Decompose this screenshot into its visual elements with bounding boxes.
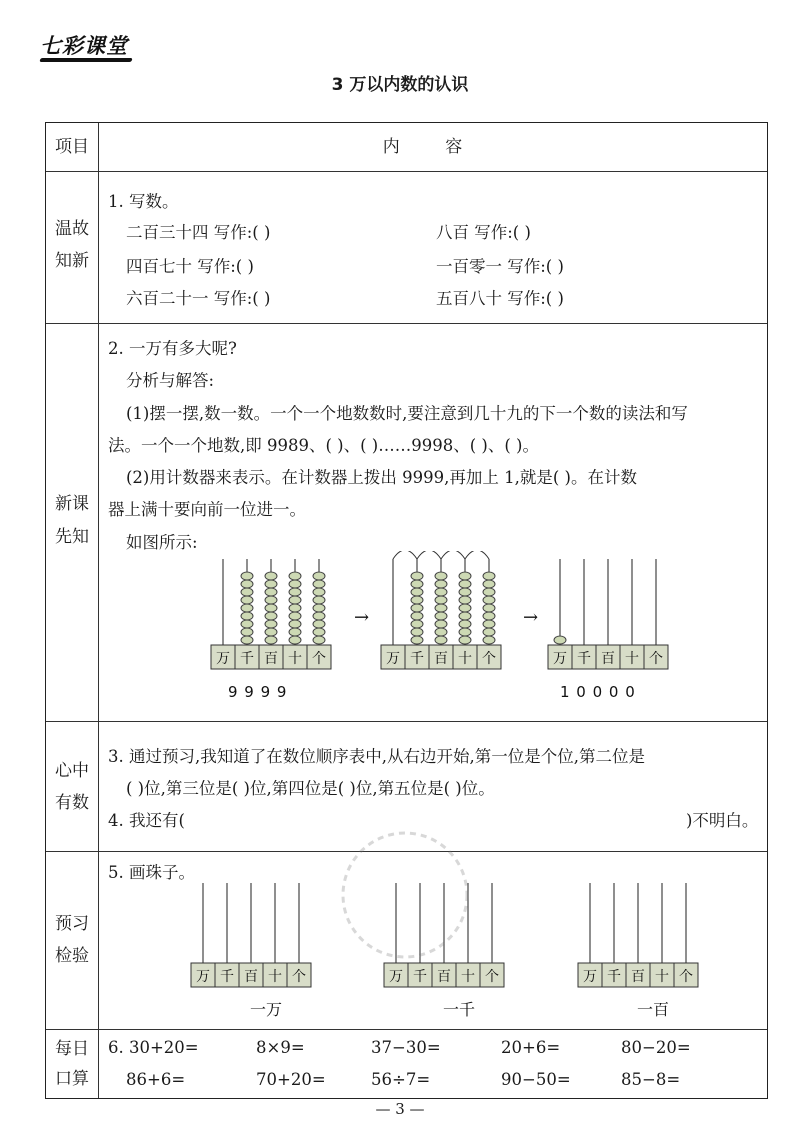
place-value-label: 百 bbox=[244, 969, 258, 985]
abacus-bead bbox=[289, 612, 301, 620]
abacus-bead bbox=[411, 612, 423, 620]
brand-logo: 七彩课堂 bbox=[40, 34, 128, 58]
abacus-bead bbox=[411, 572, 423, 580]
abacus-bead bbox=[241, 636, 253, 644]
blank-abacus-1 bbox=[191, 883, 311, 987]
question-4-end: )不明白。 bbox=[686, 811, 759, 830]
abacus-bead bbox=[265, 596, 277, 604]
place-value-label: 个 bbox=[292, 969, 306, 985]
place-value-label: 千 bbox=[240, 651, 254, 667]
abacus-bead bbox=[241, 604, 253, 612]
row-label: 温故 bbox=[55, 219, 89, 239]
place-value-label: 千 bbox=[577, 651, 591, 667]
abacus-bead bbox=[313, 612, 325, 620]
abacus-bead bbox=[289, 572, 301, 580]
mental-math-item: 90−50= bbox=[501, 1070, 571, 1089]
place-value-label: 千 bbox=[607, 969, 621, 985]
mental-math-item: 86+6= bbox=[126, 1070, 186, 1089]
place-value-label: 十 bbox=[625, 651, 639, 667]
place-value-label: 个 bbox=[649, 651, 663, 667]
place-value-label: 千 bbox=[410, 651, 424, 667]
abacus-bead bbox=[483, 596, 495, 604]
abacus-bead bbox=[435, 588, 447, 596]
place-value-label: 万 bbox=[196, 969, 210, 985]
row-label: 预习 bbox=[55, 914, 89, 934]
abacus-bead bbox=[289, 620, 301, 628]
carry-arc bbox=[441, 551, 465, 559]
abacus-bead bbox=[289, 604, 301, 612]
column-divider bbox=[98, 123, 99, 1098]
mental-math-item: 6. 30+20= bbox=[108, 1038, 199, 1057]
place-value-label: 十 bbox=[458, 651, 472, 667]
abacus-bead bbox=[459, 620, 471, 628]
place-value-label: 百 bbox=[631, 969, 645, 985]
abacus-bead bbox=[554, 636, 566, 644]
figure-caption: 如图所示: bbox=[126, 533, 198, 552]
abacus-bead bbox=[313, 628, 325, 636]
row-divider bbox=[46, 171, 767, 172]
arrow-icon: → bbox=[354, 607, 370, 628]
place-value-label: 个 bbox=[482, 651, 496, 667]
mental-math-item: 70+20= bbox=[256, 1070, 326, 1089]
mental-math-item: 80−20= bbox=[621, 1038, 691, 1057]
abacus-bead bbox=[313, 636, 325, 644]
abacus-bead bbox=[289, 596, 301, 604]
abacus-bead bbox=[289, 628, 301, 636]
abacus-bead bbox=[289, 636, 301, 644]
write-item: 二百三十四 写作:( ) bbox=[126, 223, 271, 242]
place-value-label: 十 bbox=[268, 969, 282, 985]
abacus-bead bbox=[435, 604, 447, 612]
abacus-bead bbox=[411, 628, 423, 636]
carry-arc bbox=[465, 551, 489, 559]
header-item: 项目 bbox=[55, 137, 89, 157]
abacus-bead bbox=[265, 612, 277, 620]
place-value-label: 百 bbox=[434, 651, 448, 667]
watermark-stamp bbox=[330, 820, 480, 970]
abacus-caption: 一千 bbox=[442, 1000, 476, 1019]
abacus-carry bbox=[381, 551, 501, 669]
place-value-label: 个 bbox=[679, 969, 693, 985]
row-divider bbox=[46, 721, 767, 722]
place-value-label: 万 bbox=[216, 651, 230, 667]
abacus-9999 bbox=[211, 559, 331, 669]
mental-math-item: 85−8= bbox=[621, 1070, 681, 1089]
place-value-label: 千 bbox=[413, 969, 427, 985]
write-item: 四百七十 写作:( ) bbox=[126, 257, 254, 276]
abacus-bead bbox=[313, 580, 325, 588]
paragraph-text: (1)摆一摆,数一数。一个一个地数数时,要注意到几十九的下一个数的读法和写 bbox=[126, 404, 688, 423]
question-3-text: 3. 通过预习,我知道了在数位顺序表中,从右边开始,第一位是个位,第二位是 bbox=[108, 747, 645, 766]
row-label: 心中 bbox=[55, 761, 89, 781]
abacus-bead bbox=[459, 636, 471, 644]
abacus-bead bbox=[435, 612, 447, 620]
abacus-bead bbox=[241, 612, 253, 620]
place-value-label: 十 bbox=[461, 969, 475, 985]
abacus-caption: 一百 bbox=[636, 1000, 670, 1019]
abacus-bead bbox=[289, 588, 301, 596]
place-value-label: 百 bbox=[601, 651, 615, 667]
abacus-bead bbox=[483, 572, 495, 580]
abacus-bead bbox=[265, 580, 277, 588]
abacus-bead bbox=[241, 596, 253, 604]
place-value-label: 千 bbox=[220, 969, 234, 985]
abacus-bead bbox=[483, 588, 495, 596]
abacus-bead bbox=[241, 628, 253, 636]
place-value-label: 个 bbox=[312, 651, 326, 667]
abacus-bead bbox=[265, 572, 277, 580]
row-label: 先知 bbox=[55, 527, 89, 547]
place-value-label: 个 bbox=[485, 969, 499, 985]
place-value-label: 万 bbox=[386, 651, 400, 667]
abacus-bead bbox=[435, 572, 447, 580]
abacus-bead bbox=[313, 604, 325, 612]
row-divider bbox=[46, 1029, 767, 1030]
mental-math-item: 56÷7= bbox=[371, 1070, 431, 1089]
page-number: — 3 — bbox=[375, 1100, 425, 1118]
carry-arc bbox=[393, 551, 417, 559]
row-divider bbox=[46, 323, 767, 324]
abacus-bead bbox=[459, 604, 471, 612]
abacus-bead bbox=[435, 636, 447, 644]
abacus-bead bbox=[483, 612, 495, 620]
mental-math-item: 8×9= bbox=[256, 1038, 305, 1057]
abacus-bead bbox=[411, 580, 423, 588]
write-item: 八百 写作:( ) bbox=[436, 223, 531, 242]
question-3-text: ( )位,第三位是( )位,第四位是( )位,第五位是( )位。 bbox=[126, 779, 495, 798]
place-value-label: 百 bbox=[437, 969, 451, 985]
abacus-bead bbox=[459, 612, 471, 620]
place-value-label: 万 bbox=[553, 651, 567, 667]
row-label: 口算 bbox=[55, 1069, 89, 1089]
question-1-title: 1. 写数。 bbox=[108, 192, 179, 211]
abacus-bead bbox=[411, 596, 423, 604]
abacus-bead bbox=[483, 636, 495, 644]
question-5-title: 5. 画珠子。 bbox=[108, 863, 195, 882]
question-2-title: 2. 一万有多大呢? bbox=[108, 339, 237, 358]
place-value-label: 万 bbox=[583, 969, 597, 985]
paragraph-text: 器上满十要向前一位进一。 bbox=[108, 500, 306, 519]
row-label: 有数 bbox=[55, 793, 89, 813]
mental-math-item: 20+6= bbox=[501, 1038, 561, 1057]
page-title: 3 万以内数的认识 bbox=[331, 75, 469, 95]
place-value-label: 百 bbox=[264, 651, 278, 667]
number-label: 1 0 0 0 0 bbox=[560, 683, 636, 701]
place-value-label: 十 bbox=[288, 651, 302, 667]
abacus-bead bbox=[265, 604, 277, 612]
row-label: 知新 bbox=[55, 251, 89, 271]
place-value-label: 十 bbox=[655, 969, 669, 985]
blank-abacus-3 bbox=[578, 883, 698, 987]
abacus-bead bbox=[241, 620, 253, 628]
mental-math-item: 37−30= bbox=[371, 1038, 441, 1057]
abacus-bead bbox=[313, 620, 325, 628]
write-item: 五百八十 写作:( ) bbox=[436, 289, 564, 308]
row-label: 检验 bbox=[55, 946, 89, 966]
abacus-bead bbox=[265, 588, 277, 596]
arrow-icon: → bbox=[523, 607, 539, 628]
abacus-bead bbox=[435, 628, 447, 636]
abacus-bead bbox=[435, 596, 447, 604]
abacus-bead bbox=[411, 620, 423, 628]
paragraph-text: 法。一个一个地数,即 9989、( )、( )……9998、( )、( )。 bbox=[108, 436, 539, 455]
abacus-bead bbox=[265, 628, 277, 636]
abacus-bead bbox=[411, 604, 423, 612]
carry-arc bbox=[417, 551, 441, 559]
abacus-bead bbox=[435, 580, 447, 588]
write-item: 六百二十一 写作:( ) bbox=[126, 289, 271, 308]
abacus-bead bbox=[265, 636, 277, 644]
abacus-bead bbox=[483, 580, 495, 588]
abacus-bead bbox=[241, 572, 253, 580]
abacus-bead bbox=[483, 604, 495, 612]
place-value-label: 万 bbox=[389, 969, 403, 985]
abacus-bead bbox=[435, 620, 447, 628]
question-4-start: 4. 我还有( bbox=[108, 811, 185, 830]
abacus-bead bbox=[241, 580, 253, 588]
abacus-bead bbox=[411, 588, 423, 596]
analysis-label: 分析与解答: bbox=[126, 371, 215, 390]
abacus-bead bbox=[313, 596, 325, 604]
abacus-caption: 一万 bbox=[249, 1000, 283, 1019]
number-label: 9 9 9 9 bbox=[228, 683, 288, 701]
abacus-bead bbox=[483, 620, 495, 628]
abacus-10000 bbox=[548, 559, 668, 669]
abacus-bead bbox=[483, 628, 495, 636]
paragraph-text: (2)用计数器来表示。在计数器上拨出 9999,再加上 1,就是( )。在计数 bbox=[126, 468, 637, 487]
write-item: 一百零一 写作:( ) bbox=[436, 257, 564, 276]
abacus-bead bbox=[459, 588, 471, 596]
abacus-figure bbox=[186, 551, 706, 711]
abacus-bead bbox=[241, 588, 253, 596]
header-content: 内 容 bbox=[382, 137, 483, 157]
abacus-bead bbox=[265, 620, 277, 628]
abacus-bead bbox=[289, 580, 301, 588]
row-label: 新课 bbox=[55, 494, 89, 514]
abacus-bead bbox=[411, 636, 423, 644]
abacus-bead bbox=[313, 572, 325, 580]
abacus-bead bbox=[459, 580, 471, 588]
abacus-bead bbox=[459, 572, 471, 580]
abacus-bead bbox=[459, 628, 471, 636]
abacus-bead bbox=[313, 588, 325, 596]
abacus-bead bbox=[459, 596, 471, 604]
row-label: 每日 bbox=[55, 1039, 89, 1059]
brand-underline bbox=[39, 58, 132, 62]
